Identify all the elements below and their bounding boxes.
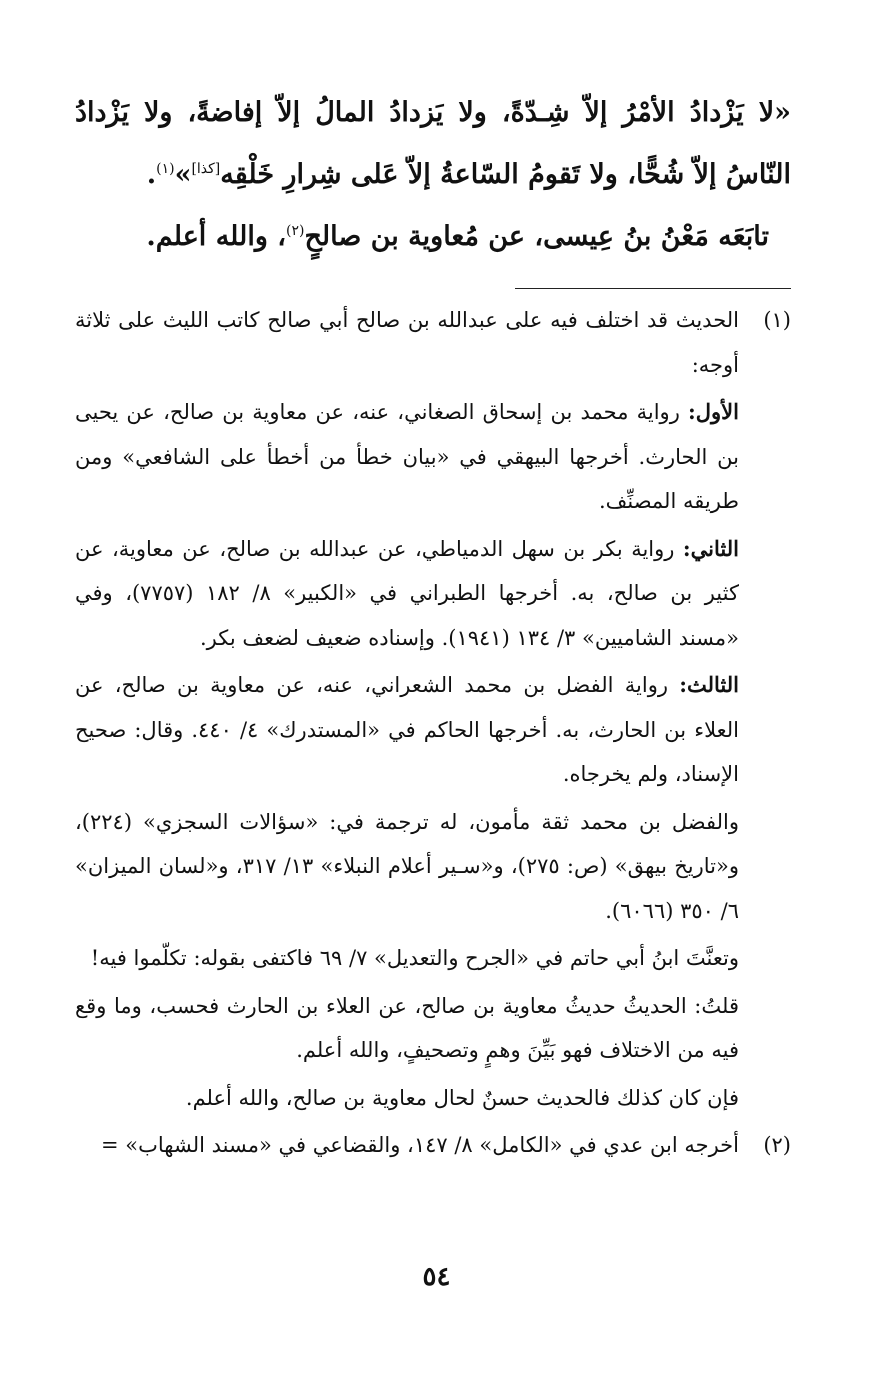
hadith-period: . <box>146 159 157 190</box>
footnote-2-number: (٢) <box>763 1133 791 1157</box>
hadith-line-1: «لا يَزْدادُ الأمْرُ إلاّ شِـدّةً، ولا يَزدادُ المالُ إلاّ إفاضةً، ولا يَزْدادُ <box>75 97 791 128</box>
hadith-paragraph <box>75 82 791 206</box>
footnote-1-first <box>75 390 739 524</box>
footnote-1-qultu: قلتُ: الحديثُ حديثُ معاوية بن صالح، عن العلاء بن الحارث فحسب، وما وقع فيه من الاختلاف فهو بَيِّنَ وهمٍ وتصحيفٍ، والله أعلم. <box>75 993 739 1062</box>
footnote-2-text: أخرجه ابن عدي في «الكامل» ٨/ ١٤٧، والقضاعي في «مسند الشهاب» = <box>101 1133 739 1157</box>
footnote-2 <box>75 1123 791 1171</box>
footnote-1-in-kana: فإن كان كذلك فالحديث حسنٌ لحال معاوية بن صالح، والله أعلم. <box>185 1085 739 1110</box>
footnotes-section <box>75 298 791 1171</box>
third-text: رواية الفضل بن محمد الشعراني، عنه، عن معاوية بن صالح، عن العلاء بن الحارث، به. أخرجها الحاكم في «المستدرك» ٤/ ٤٤٠. وقال: صحيح الإسناد، ولم يخرجاه. <box>75 673 739 786</box>
first-label: الأول: <box>688 399 739 424</box>
hadith-line-2: النّاسُ إلاّ شُحًّا، ولا تَقومُ السّاعةُ إلاّ عَلى شِرارِ خَلْقِه <box>220 159 791 190</box>
follow-up-line <box>75 206 791 268</box>
page-number: ٥٤ <box>422 1262 451 1292</box>
footnote-1-third <box>75 663 739 797</box>
footnote-ref-2[interactable]: (٢) <box>286 223 305 239</box>
follow-up-ending: ، والله أعلم. <box>146 221 287 252</box>
footnote-1-fadl: والفضل بن محمد ثقة مأمون، له ترجمة في: «سؤالات السجزي» (٢٢٤)، و«تاريخ بيهق» (ص: ٢٧٥)، و«سـير أعلام النبلاء» ١٣/ ٣١٧، و«لسان الميزان» ٦/ ٣٥٠ (٦٠٦٦). <box>75 809 739 923</box>
second-text: رواية بكر بن سهل الدمياطي، عن عبدالله بن صالح، عن معاوية، عن كثير بن صالح، به. أخرجها الطبراني في «الكبير» ٨/ ١٨٢ (٧٧٥٧)، وفي «مسند الشاميين» ٣/ ١٣٤ (١٩٤١). وإسناده ضعيف لضعف بكر. <box>75 536 739 650</box>
kadha-marker: [كذا] <box>191 161 221 177</box>
main-hadith-text <box>75 82 791 268</box>
footnote-1-abi-hatim: وتعنَّتَ ابنُ أبي حاتم في «الجرح والتعديل» ٧/ ٦٩ فاكتفى بقوله: تكلّموا فيه! <box>90 946 739 970</box>
first-text: رواية محمد بن إسحاق الصغاني، عنه، عن معاوية بن صالح، عن يحيى بن الحارث. أخرجها البيهقي في «بيان خطأ من أخطأ على الشافعي» ومن طريقه المصنِّف. <box>75 400 739 513</box>
second-label: الثاني: <box>682 535 739 561</box>
closing-quote: » <box>174 159 192 190</box>
footnote-1-intro: الحديث قد اختلف فيه على عبدالله بن صالح أبي صالح كاتب الليث على ثلاثة أوجه: <box>75 308 739 377</box>
footnote-2-body <box>75 1123 739 1171</box>
footnote-divider <box>515 288 791 289</box>
follow-up-text: تابَعَه مَعْنُ بنُ عِيسى، عن مُعاوية بن صالحٍ <box>304 221 769 252</box>
footnote-1-body <box>75 298 739 1123</box>
footnote-1-second <box>75 527 739 661</box>
third-label: الثالث: <box>679 672 739 697</box>
footnote-ref-1[interactable]: (١) <box>156 161 175 177</box>
footnote-1-number: (١) <box>763 308 791 332</box>
footnote-1 <box>75 298 791 1123</box>
